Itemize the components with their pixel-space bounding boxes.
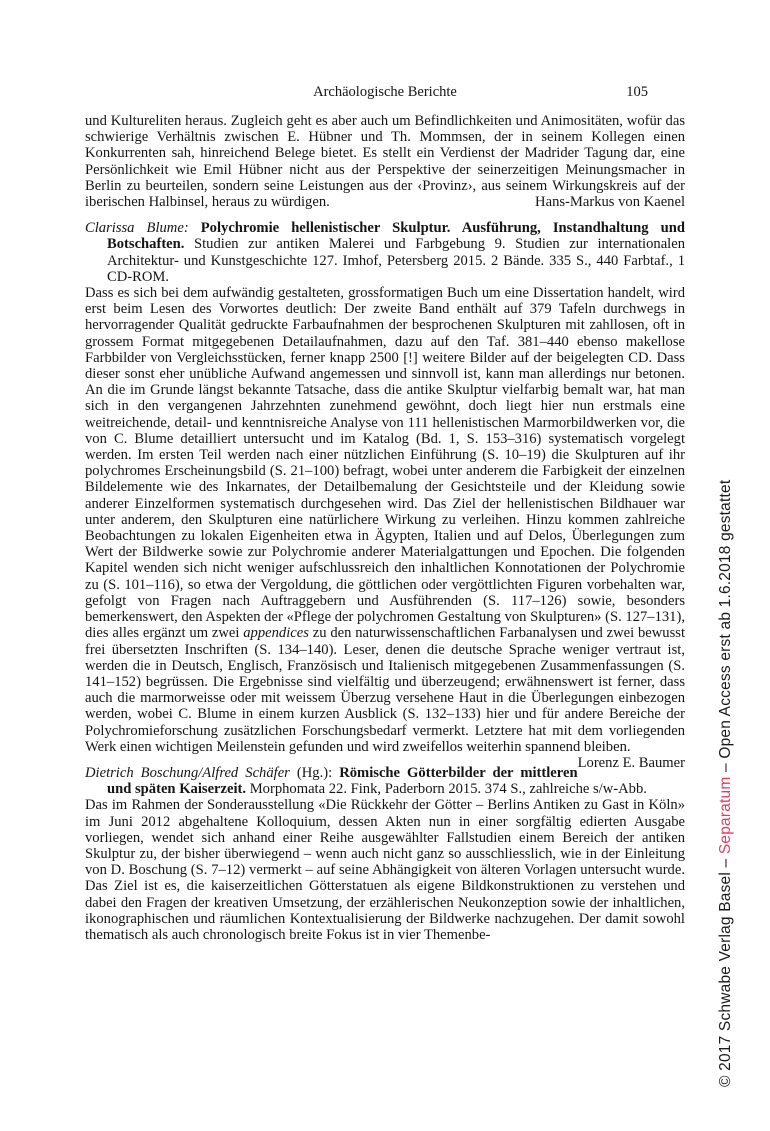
vertical-copyright-notice (717, 480, 734, 1087)
review-boschung (85, 765, 685, 943)
review-body (85, 797, 685, 943)
review-body (85, 285, 685, 771)
journal-title: Archäologische Berichte (313, 84, 457, 100)
book-reference (85, 220, 685, 285)
separatum-label: Separatum (717, 776, 734, 855)
book-authors: Dietrich Boschung/Alfred Schäfer (85, 764, 297, 781)
book-title: Römische Götterbilder der mittleren und späten Kaiserzeit. (107, 764, 578, 798)
running-header (85, 84, 685, 100)
review-continuation-kaenel (85, 113, 685, 210)
copyright-text: © 2017 Schwabe Verlag Basel – (717, 854, 734, 1087)
book-author: Clarissa Blume: (85, 220, 201, 237)
review-body-text: Das im Rahmen der Sonderausstellung «Die Rückkehr der Götter – Berlins Antiken zu Gast in Köln» im Juni 2012 abgehaltene Kolloquium, dessen Akten nun in einer sorgfältig edierten Ausgabe vorliegen, wendet sich anhand einer Reihe ausgewählter Fallstudien einem Bereich der antiken Skulptur zu, der bisher überwiegend – wenn auch nicht ganz so ausschliesslich, wie in der Einleitung von D. Boschung (S. 7–12) vermerkt – auf seine Abhängigkeit von älteren Vorlagen untersucht wurde. Das Ziel ist es, die kaiserzeitlichen Götterstatuen als eigene Bildkonstruktionen zu verstehen und dabei den Fragen der kreativen Umsetzung, der erzählerischen Neukonzeption sowie der inhaltlichen, ikonographischen und räumlichen Kontextualisierung der Bildwerke nachzugehen. Der damit sowohl thematisch als auch chronologisch breite Fokus ist in vier Themenbe- (85, 797, 685, 943)
review-body-text: und Kultureliten heraus. Zugleich geht es aber auch um Befindlichkeiten und Animositäten, wofür das schwierige Verhältnis zwischen E. Hübner und Th. Mommsen, der in seinem Kollegen einen Konkurrenten sah, hinreichend Belege bietet. Es stellt ein Verdienst der Madrider Tagung dar, eine Persönlichkeit wie Emil Hübner nicht aus der Perspektive der seinerzeitigen Meinungsmacher in Berlin zu beurteilen, sondern seine Leistungen aus der ‹Provinz›, aus seinem Wirkungskreis auf der iberischen Halbinsel, heraus zu würdigen. (85, 113, 685, 211)
review-body-text: zu den naturwissenschaftlichen Farbanalysen und zwei bewusst frei übersetzten Inschriften (S. 134–140). Leser, denen die deutsche Sprache weniger vertraut ist, werden die in Deutsch, Englisch, Französisch und Italienisch mitgegebenen Zusammenfassungen (S. 141–152) begrüssen. Die Ergebnisse sind vielfältig und überzeugend; erwähnenswert ist ferner, dass auch die marmorweisse oder mit weissem Überzug versehene Haut in die Überlegungen einbezogen werden, wobei C. Blume in einem kurzen Ausblick (S. 132–133) hier und für andere Bereiche der Polychromieforschung zusätzlichen Forschungsbedarf vermerkt. Letztere hat mit dem vorliegenden Werk einen wichtigen Meilenstein gefunden und wird zweifellos weiterhin spannend bleiben. (85, 625, 685, 755)
reviewer-signature: Hans-Markus von Kaenel (535, 194, 685, 211)
review-blume (85, 220, 686, 771)
book-editor-note: (Hg.): (296, 764, 340, 781)
open-access-text: – Open Access erst ab 1.6.2018 gestattet (717, 479, 734, 777)
reviewer-signature: Lorenz E. Baumer (577, 754, 685, 771)
review-body-text: Dass es sich bei dem aufwändig gestalteten, grossformatigen Buch um eine Dissertation handelt, wird erst beim Lesen des Vorwortes deutlich: Der zweite Band enthält auf 379 Tafeln durchwegs in hervorragender Qualität gedruckte Farbaufnahmen der besprochenen Skulpturen mit zahllosen, oft in grossem Format mitgegebenen Detailaufnahmen, dazu auf den Taf. 381–440 ebenso makellose Farbbilder von Vergleichsstücken, ferner knapp 2500 [!] weitere Bilder auf der beigelegten CD. Dass dieser sonst eher unübliche Aufwand angemessen und sinnvoll ist, kann man allerdings nur betonen. An die im Grunde längst bekannte Tatsache, dass die antike Skulptur vielfarbig bemalt war, hat man sich in den vergangenen Jahrzehnten zunehmend gewöhnt, doch liegt hier nun erstmals eine weitreichende, detail- und kenntnisreiche Analyse von 111 hellenistischen Marmorbildwerken vor, die von C. Blume detailliert untersucht und im Katalog (Bd. 1, S. 153–316) systematisch vorgelegt werden. Im ersten Teil werden nach einer nützlichen Einführung (S. 10–19) die Skulpturen auf ihr polychromes Erscheinungsbild (S. 21–100) befragt, wobei unter anderem die Farbigkeit der einzelnen Bildelemente wie des Inkarnates, der Detailbemalung der Gesichtsteile und der Kleidung sowie anderer Einzelformen systematisch durchgesehen wird. Das Ziel der hellenistischen Bildhauer war unter anderem, den Skulpturen eine natürlichere Wirkung zu verleihen. Hinzu kommen zahlreiche Beobachtungen zu lokalen Eigenheiten etwa in Ägypten, Italien und auf Delos, Überlegungen zum Wert der Bildwerke sowie zur Polychromie anderer Materialgattungen und Epochen. Die folgenden Kapitel wenden sich nicht weniger aufschlussreich den inhaltlichen Konnotationen der Polychromie zu (S. 101–116), so etwa der Vergoldung, die göttlichen oder vergöttlichten Figuren vorbehalten war, gefolgt von Fragen nach Auftraggebern und Ausführenden (S. 117–126) sowie, besonders bemerkenswert, den Aspekten der «Pflege der polychromen Gestaltung von Skulpturen» (S. 127–131), dies alles ergänzt um zwei (85, 285, 685, 642)
text-column (85, 84, 685, 943)
review-body-italic: appendices (243, 625, 309, 642)
book-bibliography: Studien zur antiken Malerei und Farbgebung 9. Studien zur internationalen Architektur- und Kunstgeschichte 127. Imhof, Petersberg 2015. 2 Bände. 335 S., 440 Farbtaf., 1 CD-ROM. (107, 236, 685, 285)
book-bibliography: Morphomata 22. Fink, Paderborn 2015. 374 S., zahlreiche s/w-Abb. (249, 781, 647, 798)
book-title: Polychromie hellenistischer Skulptur. Ausführung, Instandhaltung und Botschaften. (107, 220, 686, 253)
page-number: 105 (626, 84, 648, 100)
